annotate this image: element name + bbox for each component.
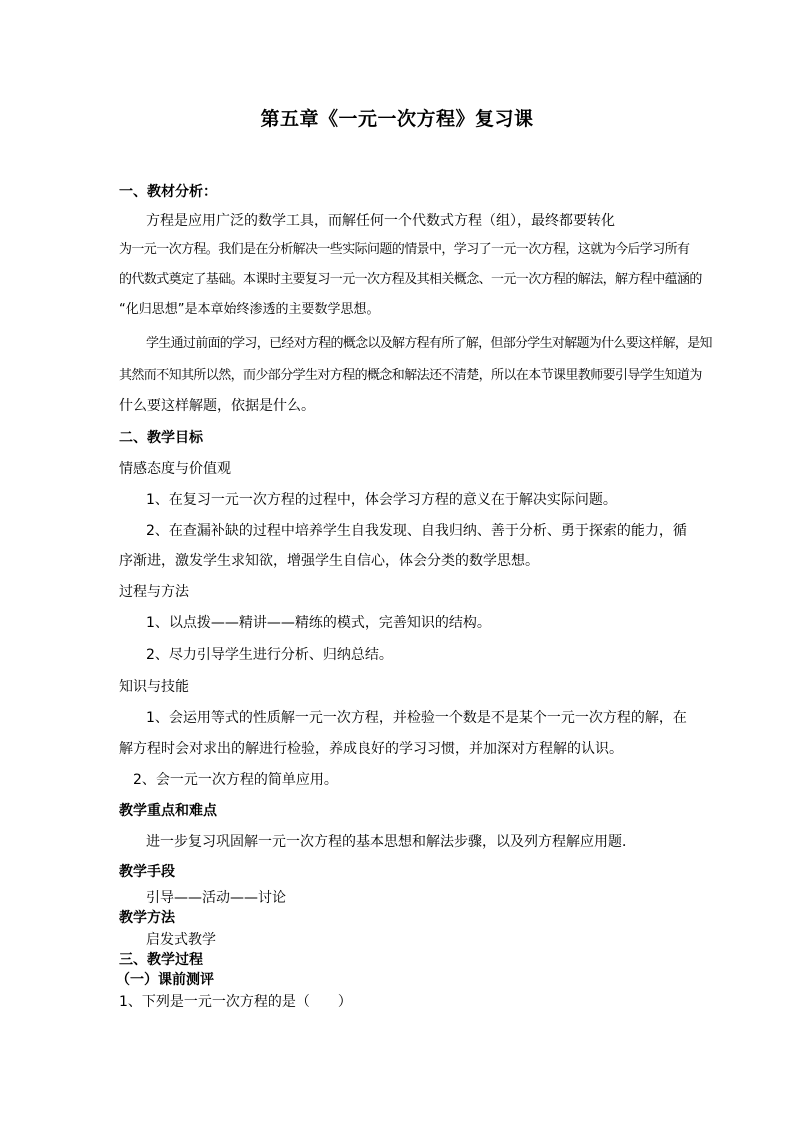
subheading-pre-class-test: （一）课前测评	[116, 972, 214, 988]
list-item-continuation: 解方程时会对求出的解进行检验，养成良好的学习习惯，并加深对方程解的认识。	[119, 741, 623, 757]
paragraph-line: 的代数式奠定了基础。本课时主要复习一元一次方程及其相关概念、一元一次方程的解法，解方程中蕴涵的	[119, 272, 702, 287]
paragraph-line: 方程是应用广泛的数学工具，而解任何一个代数式方程（组），最终都要转化	[146, 213, 615, 229]
list-item-continuation: 序渐进，激发学生求知欲，增强学生自信心，体会分类的数学思想。	[119, 553, 539, 569]
section-heading-teaching-process: 三、教学过程	[119, 952, 203, 968]
subheading-knowledge-skills: 知识与技能	[119, 679, 189, 695]
section-heading-teaching-objectives: 二、教学目标	[119, 430, 203, 446]
subheading-attitude-values: 情感态度与价值观	[119, 461, 231, 477]
paragraph-line: 启发式教学	[146, 932, 216, 948]
paragraph-line: 什么要这样解题，依据是什么。	[119, 398, 315, 414]
section-heading-textbook-analysis: 一、教材分析：	[119, 184, 217, 200]
list-item: 2、尽力引导学生进行分析、归纳总结。	[146, 647, 393, 663]
paragraph-line: 引导——活动——讨论	[146, 890, 286, 906]
list-item: 2、在查漏补缺的过程中培养学生自我发现、自我归纳、善于分析、勇于探索的能力，循	[146, 523, 687, 539]
paragraph-line: 学生通过前面的学习，已经对方程的概念以及解方程有所了解，但部分学生对解题为什么要这样解，是知	[146, 336, 712, 351]
section-heading-teaching-means: 教学手段	[119, 864, 175, 880]
list-item: 1、在复习一元一次方程的过程中，体会学习方程的意义在于解决实际问题。	[146, 492, 617, 508]
list-item: 1、以点拨——精讲——精练的模式，完善知识的结构。	[146, 615, 491, 631]
subheading-process-methods: 过程与方法	[119, 584, 189, 600]
section-heading-key-points: 教学重点和难点	[119, 803, 217, 819]
page-title: 第五章《一元一次方程》复习课	[260, 108, 534, 130]
paragraph-line: 进一步复习巩固解一元一次方程的基本思想和解法步骤，以及列方程解应用题．	[146, 834, 636, 850]
paragraph-line: “化归思想”是本章始终渗透的主要数学思想。	[119, 302, 380, 317]
paragraph-line: 为一元一次方程。我们是在分析解决一些实际问题的情景中，学习了一元一次方程，这就为今后学习所有	[119, 242, 690, 257]
question-item: 1、下列是一元一次方程的是（ ）	[119, 994, 352, 1010]
list-item: 1、会运用等式的性质解一元一次方程，并检验一个数是不是某个一元一次方程的解，在	[146, 710, 687, 726]
paragraph-line: 其然而不知其所以然，而少部分学生对方程的概念和解法还不清楚，所以在本节课里教师要引导学生知道为	[119, 368, 702, 383]
list-item: 2、会一元一次方程的简单应用。	[133, 772, 338, 788]
section-heading-teaching-method: 教学方法	[119, 910, 175, 926]
